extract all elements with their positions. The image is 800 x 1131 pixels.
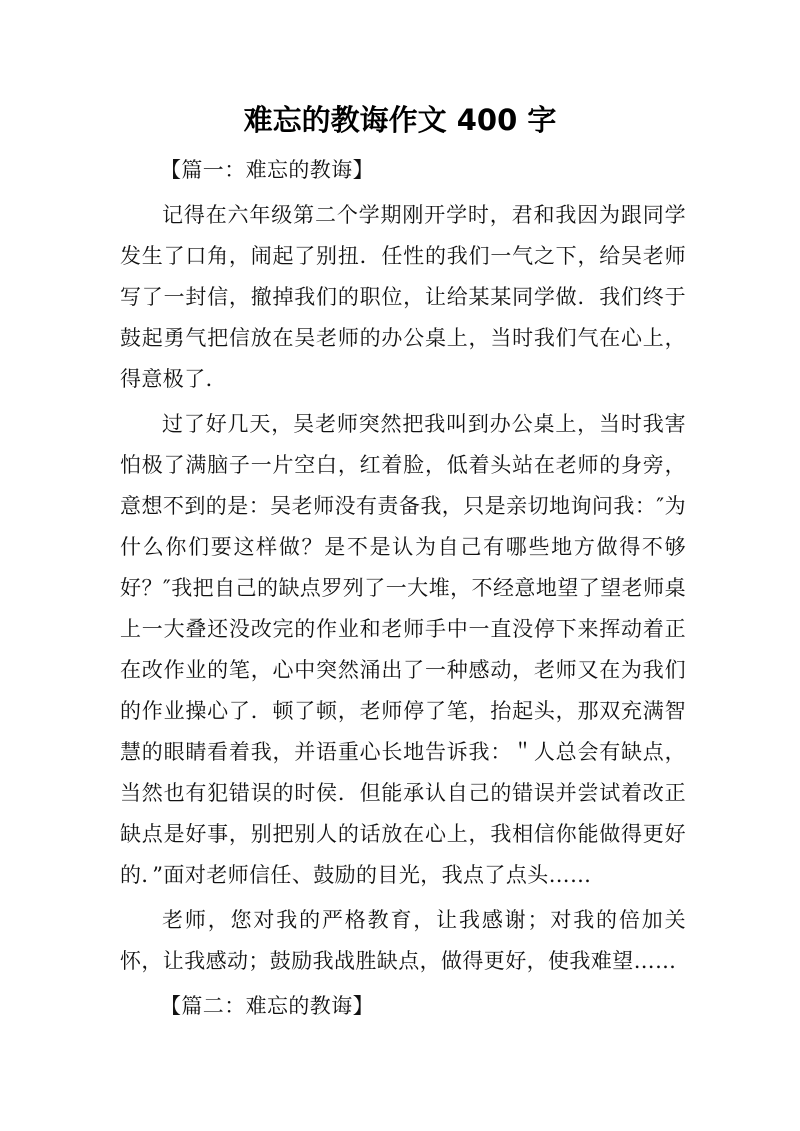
document-title: 难忘的教诲作文 400 字 [243,103,557,137]
document-body [120,150,686,1031]
section-heading-1: 【篇一：难忘的教诲】 [160,158,374,182]
section-heading-2: 【篇二：难忘的教诲】 [160,994,374,1018]
paragraph-2: 过了好几天，吴老师突然把我叫到办公桌上，当时我害怕极了满脑子一片空白，红着脸，低着头站在老师的身旁，意想不到的是：吴老师没有责备我，只是亲切地询问我：″为什么你们要这样做？是不是认为自己有哪些地方做得不够好？″我把自己的缺点罗列了一大堆，不经意地望了望老师桌上一大叠还没改完的作业和老师手中一直没停下来挥动着正在改作业的笔，心中突然涌出了一种感动，老师又在为我们的作业操心了．顿了顿，老师停了笔，抬起头，那双充满智慧的眼睛看着我，并语重心长地告诉我：＂人总会有缺点，当然也有犯错误的时侯．但能承认自己的错误并尝试着改正缺点是好事，别把别人的话放在心上，我相信你能做得更好的．”面对老师信任、鼓励的目光，我点了点头…… [120,412,686,887]
paragraph-3: 老师，您对我的严格教育，让我感谢；对我的倍加关怀，让我感动；鼓励我战胜缺点，做得更好，使我难望…… [120,908,686,973]
paragraph-1: 记得在六年级第二个学期刚开学时，君和我因为跟同学发生了口角，闹起了别扭．任性的我们一气之下，给吴老师写了一封信，撤掉我们的职位，让给某某同学做．我们终于鼓起勇气把信放在吴老师的办公桌上，当时我们气在心上，得意极了． [120,203,686,391]
